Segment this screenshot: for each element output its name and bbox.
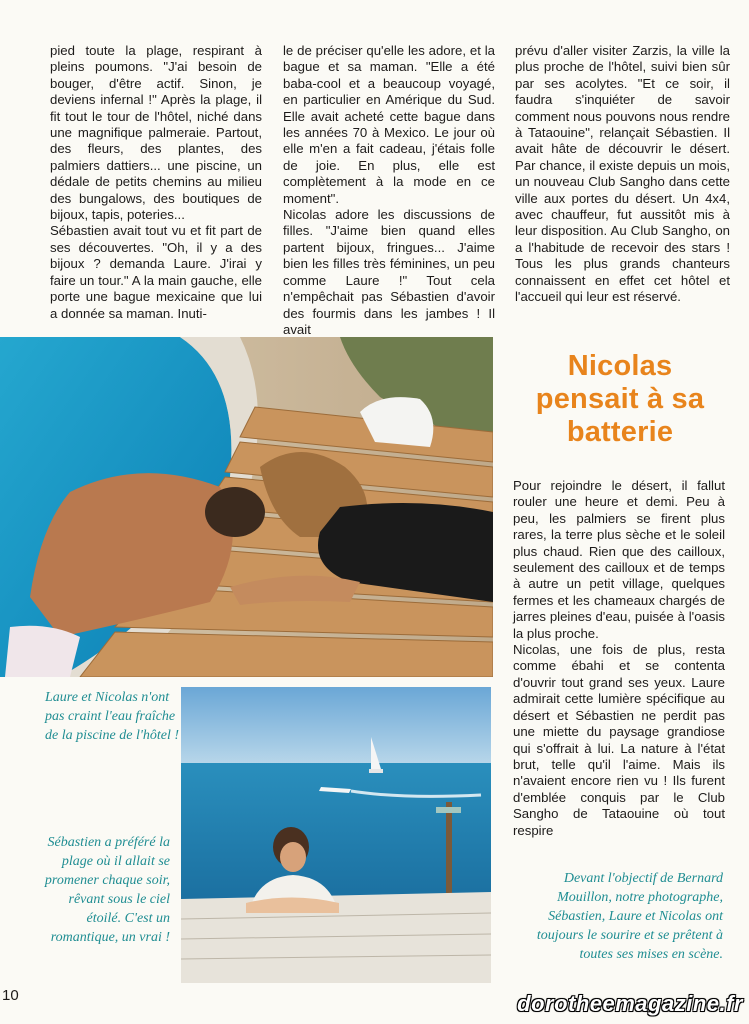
sea-photo — [181, 687, 491, 983]
pool-caption: Laure et Nicolas n'ont pas craint l'eau fraîche de la piscine de l'hôtel ! — [45, 690, 180, 743]
article-column-4 — [513, 478, 725, 839]
article-column-1 — [50, 43, 262, 322]
section-headline: Nicolas pensait à sa batterie — [535, 350, 705, 448]
paragraph: Nicolas, une fois de plus, resta comme ébahi et se contenta d'ouvrir tout grand ses yeux. Laure admirait cette lumière spécifique au désert et Sébastien ne perdit pas une miette du paysage grandiose qui s'offrait à lui. La nature à l'état brut, telle qu'il l'aime. Mais ils n'avaient encore rien vu ! Ils furent d'emblée conquis par le Club Sangho de Tataouine où tout respire — [513, 642, 725, 838]
pool-photo — [0, 337, 493, 677]
site-watermark: dorotheemagazine.fr — [517, 991, 743, 1016]
paragraph: Sébastien avait tout vu et fit part de ses découvertes. "Oh, il y a des bijoux ? demanda Laure. J'irai y faire un tour." A la main gauche, elle porte une bague mexicaine que lui a donnée sa maman. Inuti- — [50, 223, 262, 321]
page-number: 10 — [2, 987, 19, 1004]
paragraph: Nicolas adore les discussions de filles. "J'aime bien quand elles partent bijoux, fringues... J'aime bien les filles très féminines, un peu comme Laure !" Tout cela n'empêchait pas Sébastien d'avoir des fourmis dans les jambes ! Il avait — [283, 207, 495, 337]
sebastien-caption: Sébastien a préféré la plage où il allait se promener chaque soir, rêvant sous le ciel étoilé. C'est un romantique, un vrai ! — [44, 835, 170, 945]
paragraph: le de préciser qu'elle les adore, et la bague et sa maman. "Elle a été baba-cool et a beaucoup voyagé, en particulier en Amérique du Sud. Elle avait acheté cette bague dans les années 70 à Mexico. Le jour où elle m'en a fait cadeau, j'étais folle de joie. En plus, elle est complètement à la mode en ce moment". — [283, 43, 495, 206]
article-column-2 — [283, 43, 495, 338]
paragraph: pied toute la plage, respirant à pleins poumons. "J'ai besoin de bouger, d'être actif. Sinon, je deviens infernal !" Après la plage, il fit tout le tour de l'hôtel, niché dans une magnifique palmeraie. Partout, des fleurs, des plantes, des palmiers dattiers... une piscine, un dédale de petits chemins au milieu des bungalows, des boutiques de bijoux, tapis, poteries... — [50, 43, 262, 223]
pool-photo-image — [0, 337, 493, 677]
paragraph: prévu d'aller visiter Zarzis, la ville la plus proche de l'hôtel, suivi bien sûr par ses acolytes. "Et ce soir, il faudra s'inquiéter de savoir comment nous pouvons nous rendre à Tataouine", relançait Sébastien. Il avait hâte de découvrir le désert. Par chance, il existe depuis un mois, un nouveau Club Sangho dans cette ville aux portes du désert. Un 4x4, avec chauffeur, fut aussitôt mis à leur disposition. Au Club Sangho, on a l'habitude de recevoir des stars ! Tous les plus grands chanteurs connaissent en effet cet hôtel et l'accueil qui leur est réservé. — [515, 43, 730, 305]
sea-photo-image — [181, 687, 491, 983]
photographer-caption: Devant l'objectif de Bernard Mouillon, notre photographe, Sébastien, Laure et Nicolas ont toujours le sourire et se prêtent à toutes ses mises en scène. — [536, 871, 723, 962]
article-column-3 — [515, 43, 730, 306]
paragraph: Pour rejoindre le désert, il fallut rouler une heure et demi. Peu à peu, les palmiers se firent plus rares, la terre plus sèche et le soleil plus chaud. Rien que des cailloux, seulement des cailloux et de temps à autre un petit village, quelques fermes et les chameaux chargés de jarres pleines d'eau, puisée à l'oasis la plus proche. — [513, 478, 725, 641]
